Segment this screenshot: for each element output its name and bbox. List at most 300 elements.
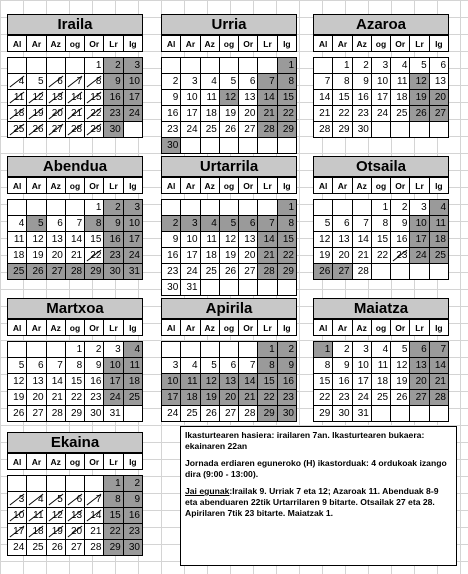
calendar-urtarrila <box>161 156 297 296</box>
calendar-maiatza <box>313 298 449 422</box>
empty-day-cell <box>8 476 27 492</box>
day-cell: 10 <box>162 374 181 390</box>
day-cell: 19 <box>8 390 27 406</box>
month-grid-maiatza <box>313 319 449 422</box>
week-row <box>8 476 143 492</box>
day-cell: 4 <box>391 58 410 74</box>
empty-day-cell <box>200 200 219 216</box>
empty-day-cell <box>352 200 371 216</box>
day-cell: 19 <box>314 248 333 264</box>
day-cell: 27 <box>239 122 258 138</box>
day-cell: 19 <box>410 90 429 106</box>
month-title-apirila: Apirila <box>161 298 297 319</box>
day-cell: 17 <box>162 390 181 406</box>
day-cell: 12 <box>410 74 429 90</box>
weekday-header: Ar <box>333 320 352 336</box>
day-cell: 23 <box>352 106 371 122</box>
weekday-header: Lr <box>258 36 277 52</box>
day-cell: 16 <box>104 90 123 106</box>
day-cell: 24 <box>8 540 27 556</box>
weekday-header: Ar <box>181 36 200 52</box>
day-cell: 4 <box>429 200 448 216</box>
day-cell: 8 <box>85 74 104 90</box>
day-cell: 24 <box>181 122 200 138</box>
week-row <box>8 216 143 232</box>
day-cell: 6 <box>239 74 258 90</box>
day-cell: 1 <box>277 58 296 74</box>
weekday-header: Lr <box>410 320 429 336</box>
day-cell: 8 <box>371 216 390 232</box>
weekday-header: Or <box>391 36 410 52</box>
day-cell: 7 <box>314 74 333 90</box>
day-cell: 14 <box>85 508 104 524</box>
day-cell: 11 <box>8 232 27 248</box>
empty-day-cell <box>65 58 84 74</box>
day-cell: 5 <box>314 216 333 232</box>
week-row <box>162 122 297 138</box>
week-row <box>314 390 449 406</box>
holidays-list: :Irailak 9. Urriak 7 eta 12; Azaroak 11. Abenduak 8-9 eta abenduaren 22tik Urtarrilaren 9 bitarte. Otsailak 27 eta 28. Apirilaren 7tik 23 bitarte. Maiatzak 1. <box>185 486 439 518</box>
day-cell: 27 <box>46 122 65 138</box>
day-cell: 23 <box>123 524 142 540</box>
calendar-apirila <box>161 298 297 422</box>
day-cell: 21 <box>352 248 371 264</box>
empty-day-cell <box>410 122 429 138</box>
week-row <box>8 358 143 374</box>
weekday-header: Lr <box>258 320 277 336</box>
day-cell: 8 <box>333 74 352 90</box>
day-cell: 12 <box>8 374 27 390</box>
day-cell: 24 <box>104 390 123 406</box>
empty-day-cell <box>258 200 277 216</box>
week-row <box>314 200 449 216</box>
day-cell: 7 <box>258 74 277 90</box>
day-cell: 22 <box>333 106 352 122</box>
day-cell: 21 <box>429 374 448 390</box>
weekday-header: Or <box>391 320 410 336</box>
day-cell: 17 <box>181 106 200 122</box>
weekday-header: Lr <box>104 178 123 194</box>
day-cell: 18 <box>200 106 219 122</box>
day-cell: 1 <box>258 342 277 358</box>
day-cell: 9 <box>85 358 104 374</box>
weekday-header: Lr <box>104 320 123 336</box>
day-cell: 5 <box>8 358 27 374</box>
day-cell: 18 <box>371 374 390 390</box>
week-row <box>314 122 449 138</box>
weekday-header: Az <box>352 320 371 336</box>
empty-day-cell <box>410 264 429 280</box>
empty-day-cell <box>239 342 258 358</box>
day-cell: 6 <box>429 58 448 74</box>
weekday-header: Lr <box>410 36 429 52</box>
day-cell: 21 <box>258 248 277 264</box>
day-cell: 23 <box>333 390 352 406</box>
weekday-header: og <box>371 178 390 194</box>
day-cell: 14 <box>65 90 84 106</box>
empty-day-cell <box>410 406 429 422</box>
day-cell: 29 <box>65 406 84 422</box>
weekday-header: Al <box>8 36 27 52</box>
day-cell: 8 <box>277 216 296 232</box>
weekday-header: Al <box>314 178 333 194</box>
day-cell: 16 <box>352 90 371 106</box>
week-row <box>162 138 297 154</box>
day-cell: 1 <box>65 342 84 358</box>
weekday-header: og <box>219 320 238 336</box>
week-row <box>162 280 297 296</box>
day-cell: 26 <box>200 406 219 422</box>
day-cell: 24 <box>123 248 142 264</box>
calendar-abendua <box>7 156 143 280</box>
day-cell: 6 <box>46 74 65 90</box>
empty-day-cell <box>277 280 296 296</box>
empty-day-cell <box>429 264 448 280</box>
empty-day-cell <box>239 138 258 154</box>
day-cell: 8 <box>85 216 104 232</box>
weekday-header: Lr <box>258 178 277 194</box>
day-cell: 25 <box>181 406 200 422</box>
month-title-maiatza: Maiatza <box>313 298 449 319</box>
day-cell: 15 <box>85 232 104 248</box>
day-cell: 30 <box>352 122 371 138</box>
day-cell: 5 <box>46 492 65 508</box>
week-row <box>162 200 297 216</box>
day-cell: 21 <box>258 106 277 122</box>
course-start-end-text: Ikasturtearen hasiera: irailaren 7an. Ikasturtearen bukaera: ekainaren 22an <box>185 430 425 451</box>
day-cell: 16 <box>162 248 181 264</box>
day-cell: 21 <box>46 390 65 406</box>
day-cell: 24 <box>123 106 142 122</box>
week-row <box>162 216 297 232</box>
day-cell: 11 <box>123 358 142 374</box>
week-row <box>314 342 449 358</box>
day-cell: 25 <box>200 264 219 280</box>
day-cell: 13 <box>429 74 448 90</box>
day-cell: 3 <box>181 74 200 90</box>
empty-day-cell <box>46 476 65 492</box>
empty-day-cell <box>277 138 296 154</box>
day-cell: 30 <box>162 280 181 296</box>
weekday-header: Ar <box>27 320 46 336</box>
day-cell: 20 <box>46 106 65 122</box>
month-grid-martxoa <box>7 319 143 422</box>
empty-day-cell <box>200 58 219 74</box>
weekday-header: Al <box>162 36 181 52</box>
day-cell: 3 <box>8 492 27 508</box>
day-cell: 25 <box>8 122 27 138</box>
day-cell: 25 <box>123 390 142 406</box>
weekday-header: Ig <box>277 320 296 336</box>
day-cell: 17 <box>410 232 429 248</box>
day-cell: 20 <box>333 248 352 264</box>
week-row <box>8 232 143 248</box>
day-cell: 7 <box>85 492 104 508</box>
weekday-header: Lr <box>104 454 123 470</box>
month-grid-urria <box>161 35 297 154</box>
weekday-header: Ig <box>123 36 142 52</box>
empty-day-cell <box>219 200 238 216</box>
empty-day-cell <box>8 200 27 216</box>
day-cell: 9 <box>277 358 296 374</box>
day-cell: 17 <box>352 374 371 390</box>
weekday-header: Ig <box>429 320 448 336</box>
day-cell: 4 <box>200 74 219 90</box>
day-cell: 30 <box>333 406 352 422</box>
week-row <box>162 374 297 390</box>
day-cell: 19 <box>27 248 46 264</box>
day-cell: 7 <box>65 216 84 232</box>
day-cell: 14 <box>258 90 277 106</box>
day-cell: 2 <box>123 476 142 492</box>
day-cell: 5 <box>27 74 46 90</box>
day-cell: 13 <box>219 374 238 390</box>
day-cell: 27 <box>410 390 429 406</box>
day-cell: 12 <box>46 508 65 524</box>
day-cell: 18 <box>27 524 46 540</box>
day-cell: 25 <box>429 248 448 264</box>
weekday-header: Or <box>85 178 104 194</box>
empty-day-cell <box>200 342 219 358</box>
weekday-header: Al <box>314 320 333 336</box>
empty-day-cell <box>123 122 142 138</box>
day-cell: 23 <box>104 248 123 264</box>
day-cell: 25 <box>200 122 219 138</box>
day-cell: 4 <box>371 342 390 358</box>
weekday-header: Al <box>162 320 181 336</box>
day-cell: 2 <box>104 200 123 216</box>
day-cell: 11 <box>200 90 219 106</box>
week-row <box>314 90 449 106</box>
empty-day-cell <box>371 264 390 280</box>
day-cell: 13 <box>333 232 352 248</box>
day-cell: 29 <box>85 122 104 138</box>
day-cell: 3 <box>371 58 390 74</box>
day-cell: 27 <box>219 406 238 422</box>
day-cell: 27 <box>46 264 65 280</box>
day-cell: 24 <box>162 406 181 422</box>
weekday-header: Ig <box>277 178 296 194</box>
day-cell: 20 <box>410 374 429 390</box>
weekday-header: Ar <box>181 178 200 194</box>
weekday-header: Al <box>8 454 27 470</box>
weekday-header: Ig <box>123 320 142 336</box>
empty-day-cell <box>27 58 46 74</box>
day-cell: 23 <box>391 248 410 264</box>
week-row <box>162 58 297 74</box>
day-cell: 23 <box>277 390 296 406</box>
empty-day-cell <box>258 280 277 296</box>
empty-day-cell <box>371 406 390 422</box>
week-row <box>8 106 143 122</box>
day-cell: 29 <box>333 122 352 138</box>
week-row <box>162 74 297 90</box>
day-cell: 4 <box>8 216 27 232</box>
day-cell: 7 <box>46 358 65 374</box>
day-cell: 20 <box>27 390 46 406</box>
week-row <box>314 264 449 280</box>
day-cell: 4 <box>27 492 46 508</box>
month-grid-iraila <box>7 35 143 138</box>
day-cell: 20 <box>239 106 258 122</box>
week-row <box>162 358 297 374</box>
day-cell: 29 <box>277 122 296 138</box>
day-cell: 29 <box>85 264 104 280</box>
day-cell: 16 <box>85 374 104 390</box>
day-cell: 2 <box>352 58 371 74</box>
day-cell: 18 <box>429 232 448 248</box>
day-cell: 28 <box>65 122 84 138</box>
calendar-ekaina <box>7 432 143 556</box>
day-cell: 7 <box>65 74 84 90</box>
day-cell: 27 <box>27 406 46 422</box>
week-row <box>8 90 143 106</box>
weekday-header: Az <box>352 36 371 52</box>
day-cell: 11 <box>200 232 219 248</box>
day-cell: 29 <box>104 540 123 556</box>
day-cell: 25 <box>371 390 390 406</box>
day-cell: 16 <box>104 232 123 248</box>
day-cell: 20 <box>239 248 258 264</box>
day-cell: 13 <box>46 90 65 106</box>
day-cell: 10 <box>181 90 200 106</box>
day-cell: 28 <box>314 122 333 138</box>
day-cell: 22 <box>85 106 104 122</box>
day-cell: 11 <box>181 374 200 390</box>
weekday-header: og <box>65 36 84 52</box>
week-row <box>162 248 297 264</box>
empty-day-cell <box>239 280 258 296</box>
day-cell: 17 <box>181 248 200 264</box>
day-cell: 29 <box>314 406 333 422</box>
weekday-header: Az <box>200 36 219 52</box>
month-grid-apirila <box>161 319 297 422</box>
day-cell: 11 <box>27 508 46 524</box>
day-cell: 18 <box>181 390 200 406</box>
day-cell: 7 <box>429 342 448 358</box>
day-cell: 27 <box>65 540 84 556</box>
day-cell: 27 <box>429 106 448 122</box>
day-cell: 21 <box>85 524 104 540</box>
day-cell: 3 <box>123 200 142 216</box>
week-row <box>314 358 449 374</box>
day-cell: 7 <box>258 216 277 232</box>
day-cell: 4 <box>181 358 200 374</box>
empty-day-cell <box>333 200 352 216</box>
day-cell: 20 <box>46 248 65 264</box>
weekday-header: Or <box>85 320 104 336</box>
day-cell: 18 <box>123 374 142 390</box>
weekday-header: Ar <box>27 454 46 470</box>
day-cell: 6 <box>219 358 238 374</box>
day-cell: 10 <box>410 216 429 232</box>
day-cell: 5 <box>391 342 410 358</box>
weekday-header: og <box>371 36 390 52</box>
month-title-urria: Urria <box>161 14 297 35</box>
day-cell: 23 <box>162 122 181 138</box>
empty-day-cell <box>65 200 84 216</box>
day-cell: 5 <box>27 216 46 232</box>
day-cell: 12 <box>200 374 219 390</box>
day-cell: 1 <box>314 342 333 358</box>
day-cell: 15 <box>371 232 390 248</box>
day-cell: 10 <box>181 232 200 248</box>
day-cell: 11 <box>391 74 410 90</box>
empty-day-cell <box>46 58 65 74</box>
day-cell: 26 <box>27 264 46 280</box>
day-cell: 20 <box>65 524 84 540</box>
empty-day-cell <box>65 476 84 492</box>
day-cell: 21 <box>65 248 84 264</box>
info-box <box>180 426 457 566</box>
week-row <box>314 58 449 74</box>
empty-day-cell <box>429 122 448 138</box>
empty-day-cell <box>391 122 410 138</box>
day-cell: 28 <box>258 122 277 138</box>
weekday-header: Or <box>239 36 258 52</box>
day-cell: 12 <box>219 90 238 106</box>
day-cell: 16 <box>391 232 410 248</box>
day-cell: 15 <box>333 90 352 106</box>
empty-day-cell <box>27 342 46 358</box>
day-cell: 26 <box>8 406 27 422</box>
day-cell: 12 <box>27 90 46 106</box>
week-row <box>8 58 143 74</box>
day-cell: 13 <box>239 90 258 106</box>
weekday-header: Ar <box>333 36 352 52</box>
month-title-abendua: Abendua <box>7 156 143 177</box>
day-cell: 26 <box>46 540 65 556</box>
day-cell: 22 <box>85 248 104 264</box>
day-cell: 8 <box>314 358 333 374</box>
day-cell: 24 <box>181 264 200 280</box>
day-cell: 19 <box>27 106 46 122</box>
day-cell: 22 <box>65 390 84 406</box>
empty-day-cell <box>258 58 277 74</box>
week-row <box>314 232 449 248</box>
day-cell: 14 <box>352 232 371 248</box>
empty-day-cell <box>314 58 333 74</box>
day-cell: 11 <box>8 90 27 106</box>
day-cell: 28 <box>65 264 84 280</box>
week-row <box>162 106 297 122</box>
day-cell: 19 <box>219 248 238 264</box>
week-row <box>314 406 449 422</box>
day-cell: 30 <box>104 264 123 280</box>
day-cell: 25 <box>391 106 410 122</box>
day-cell: 28 <box>352 264 371 280</box>
day-cell: 1 <box>85 58 104 74</box>
month-title-martxoa: Martxoa <box>7 298 143 319</box>
day-cell: 29 <box>258 406 277 422</box>
week-row <box>8 406 143 422</box>
empty-day-cell <box>391 406 410 422</box>
day-cell: 24 <box>352 390 371 406</box>
day-cell: 12 <box>27 232 46 248</box>
day-cell: 1 <box>277 200 296 216</box>
day-cell: 9 <box>391 216 410 232</box>
weekday-header: Lr <box>410 178 429 194</box>
empty-day-cell <box>239 58 258 74</box>
week-row <box>162 342 297 358</box>
empty-day-cell <box>200 138 219 154</box>
day-cell: 22 <box>258 390 277 406</box>
day-cell: 12 <box>314 232 333 248</box>
day-cell: 19 <box>200 390 219 406</box>
day-cell: 14 <box>65 232 84 248</box>
holidays-text <box>185 486 452 519</box>
day-cell: 19 <box>46 524 65 540</box>
